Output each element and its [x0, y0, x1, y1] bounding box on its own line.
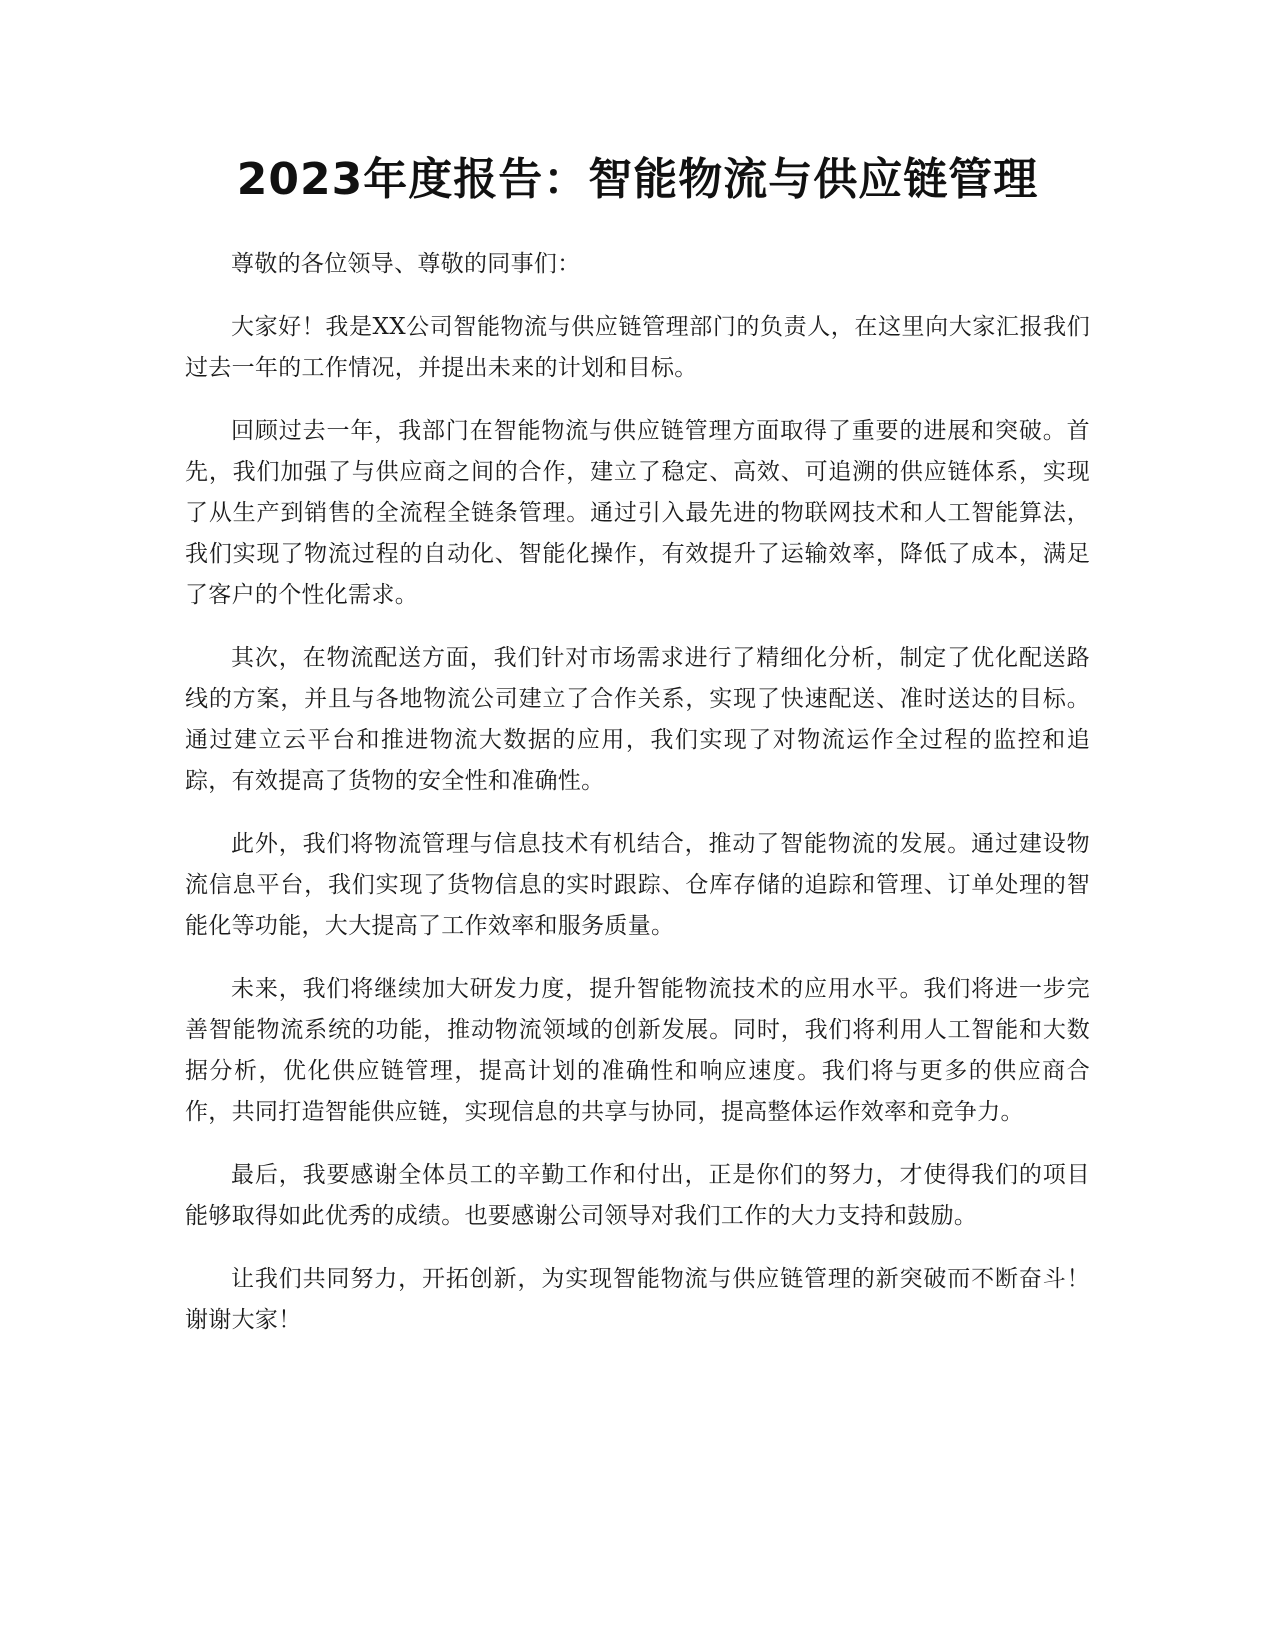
paragraph-thanks: 最后，我要感谢全体员工的辛勤工作和付出，正是你们的努力，才使得我们的项目能够取得如此优秀的成绩。也要感谢公司领导对我们工作的大力支持和鼓励。: [185, 1162, 1090, 1229]
paragraph-future: 未来，我们将继续加大研发力度，提升智能物流技术的应用水平。我们将进一步完善智能物流系统的功能，推动物流领域的创新发展。同时，我们将利用人工智能和大数据分析，优化供应链管理，提高计划的准确性和响应速度。我们将与更多的供应商合作，共同打造智能供应链，实现信息的共享与协同，提高整体运作效率和竞争力。: [185, 976, 1090, 1125]
paragraph-closing: 让我们共同努力，开拓创新，为实现智能物流与供应链管理的新突破而不断奋斗！谢谢大家！: [185, 1266, 1090, 1333]
paragraph-review: 回顾过去一年，我部门在智能物流与供应链管理方面取得了重要的进展和突破。首先，我们加强了与供应商之间的合作，建立了稳定、高效、可追溯的供应链体系，实现了从生产到销售的全流程全链条管理。通过引入最先进的物联网技术和人工智能算法，我们实现了物流过程的自动化、智能化操作，有效提升了运输效率，降低了成本，满足了客户的个性化需求。: [185, 418, 1090, 608]
paragraph-delivery: 其次，在物流配送方面，我们针对市场需求进行了精细化分析，制定了优化配送路线的方案，并且与各地物流公司建立了合作关系，实现了快速配送、准时送达的目标。通过建立云平台和推进物流大数据的应用，我们实现了对物流运作全过程的监控和追踪，有效提高了货物的安全性和准确性。: [185, 645, 1090, 794]
document-body: [185, 244, 1090, 1363]
paragraph-information: 此外，我们将物流管理与信息技术有机结合，推动了智能物流的发展。通过建设物流信息平台，我们实现了货物信息的实时跟踪、仓库存储的追踪和管理、订单处理的智能化等功能，大大提高了工作效率和服务质量。: [185, 831, 1090, 939]
paragraph-greeting: 尊敬的各位领导、尊敬的同事们：: [231, 251, 581, 277]
document-title: 2023年度报告：智能物流与供应链管理: [236, 154, 1039, 205]
paragraph-intro: 大家好！我是XX公司智能物流与供应链管理部门的负责人，在这里向大家汇报我们过去一年的工作情况，并提出未来的计划和目标。: [185, 314, 1090, 381]
